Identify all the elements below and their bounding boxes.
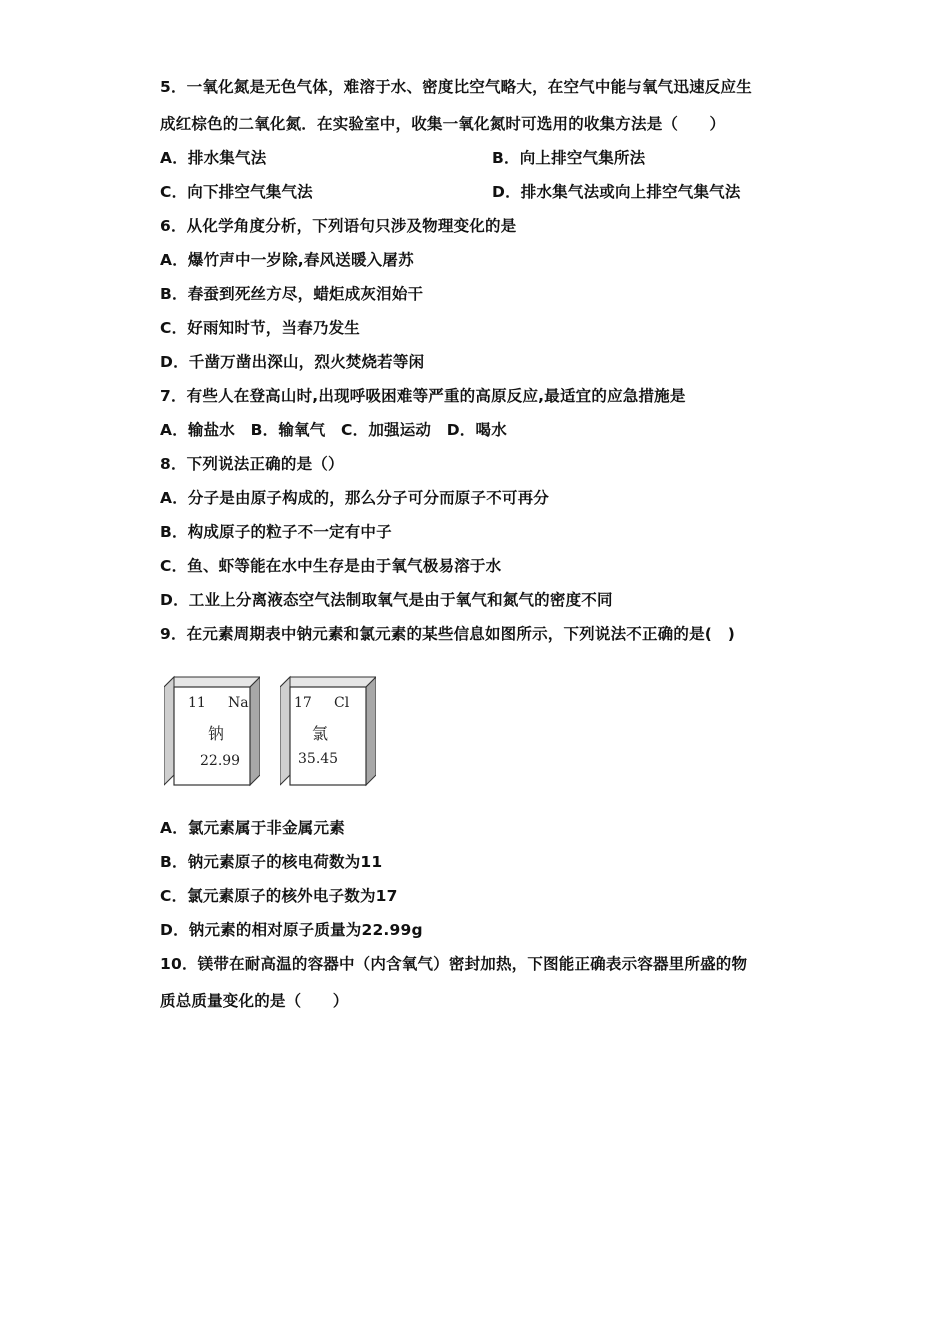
q9-option-c: C．氯元素原子的核外电子数为17: [160, 887, 398, 905]
element-tile-sodium: [164, 675, 260, 787]
q10-stem-line1: 10．镁带在耐高温的容器中（内含氧气）密封加热，下图能正确表示容器里所盛的物: [160, 955, 748, 973]
chlorine-mass: 35.45: [298, 751, 339, 767]
q5-stem-line2: 成红棕色的二氧化氮．在实验室中，收集一氧化氮时可选用的收集方法是（ ）: [160, 115, 726, 133]
q9-stem: 9．在元素周期表中钠元素和氯元素的某些信息如图所示，下列说法不正确的是( ): [160, 625, 736, 643]
q7-option-d: D．喝水: [446, 421, 507, 439]
element-tile-chlorine: [280, 675, 376, 787]
chlorine-name: 氯: [312, 724, 329, 743]
q9-option-b: B．钠元素原子的核电荷数为11: [160, 853, 383, 871]
q8-option-a: A．分子是由原子构成的，那么分子可分而原子不可再分: [160, 489, 549, 507]
q9-option-d: D．钠元素的相对原子质量为22.99g: [160, 921, 423, 939]
q6-option-a: A．爆竹声中一岁除,春风送暖入屠苏: [160, 251, 414, 269]
q8-option-d: D．工业上分离液态空气法制取氧气是由于氧气和氮气的密度不同: [160, 591, 613, 609]
q7-stem: 7．有些人在登高山时,出现呼吸困难等严重的高原反应,最适宜的应急措施是: [160, 387, 686, 405]
q7-options-row: [160, 420, 517, 440]
chlorine-symbol: Cl: [334, 695, 350, 711]
q7-option-a: A．输盐水: [160, 421, 235, 439]
q8-option-b: B．构成原子的粒子不一定有中子: [160, 523, 392, 541]
q5-option-d: D．排水集气法或向上排空气集气法: [492, 183, 741, 201]
q5-option-c: C．向下排空气集气法: [160, 183, 313, 201]
q8-option-c: C．鱼、虾等能在水中生存是由于氧气极易溶于水: [160, 557, 502, 575]
q7-option-c: C．加强运动: [341, 421, 432, 439]
q9-option-a: A．氯元素属于非金属元素: [160, 819, 345, 837]
q6-option-c: C．好雨知时节，当春乃发生: [160, 319, 360, 337]
chlorine-atomic-number: 17: [294, 695, 312, 711]
sodium-atomic-number: 11: [188, 695, 206, 711]
q6-stem: 6．从化学角度分析，下列语句只涉及物理变化的是: [160, 217, 517, 235]
q6-option-d: D．千凿万凿出深山，烈火焚烧若等闲: [160, 353, 425, 371]
q6-option-b: B．春蚕到死丝方尽，蜡炬成灰泪始干: [160, 285, 424, 303]
q7-option-b: B．输氧气: [250, 421, 326, 439]
q10-stem-line2: 质总质量变化的是（ ）: [160, 992, 349, 1010]
sodium-name: 钠: [208, 724, 225, 743]
q5-option-b: B．向上排空气集所法: [492, 149, 646, 167]
sodium-mass: 22.99: [200, 753, 241, 769]
q8-stem: 8．下列说法正确的是（）: [160, 455, 344, 473]
q5-stem-line1: 5．一氧化氮是无色气体，难溶于水、密度比空气略大，在空气中能与氧气迅速反应生: [160, 78, 752, 96]
sodium-symbol: Na: [228, 695, 249, 711]
q5-option-a: A．排水集气法: [160, 149, 267, 167]
